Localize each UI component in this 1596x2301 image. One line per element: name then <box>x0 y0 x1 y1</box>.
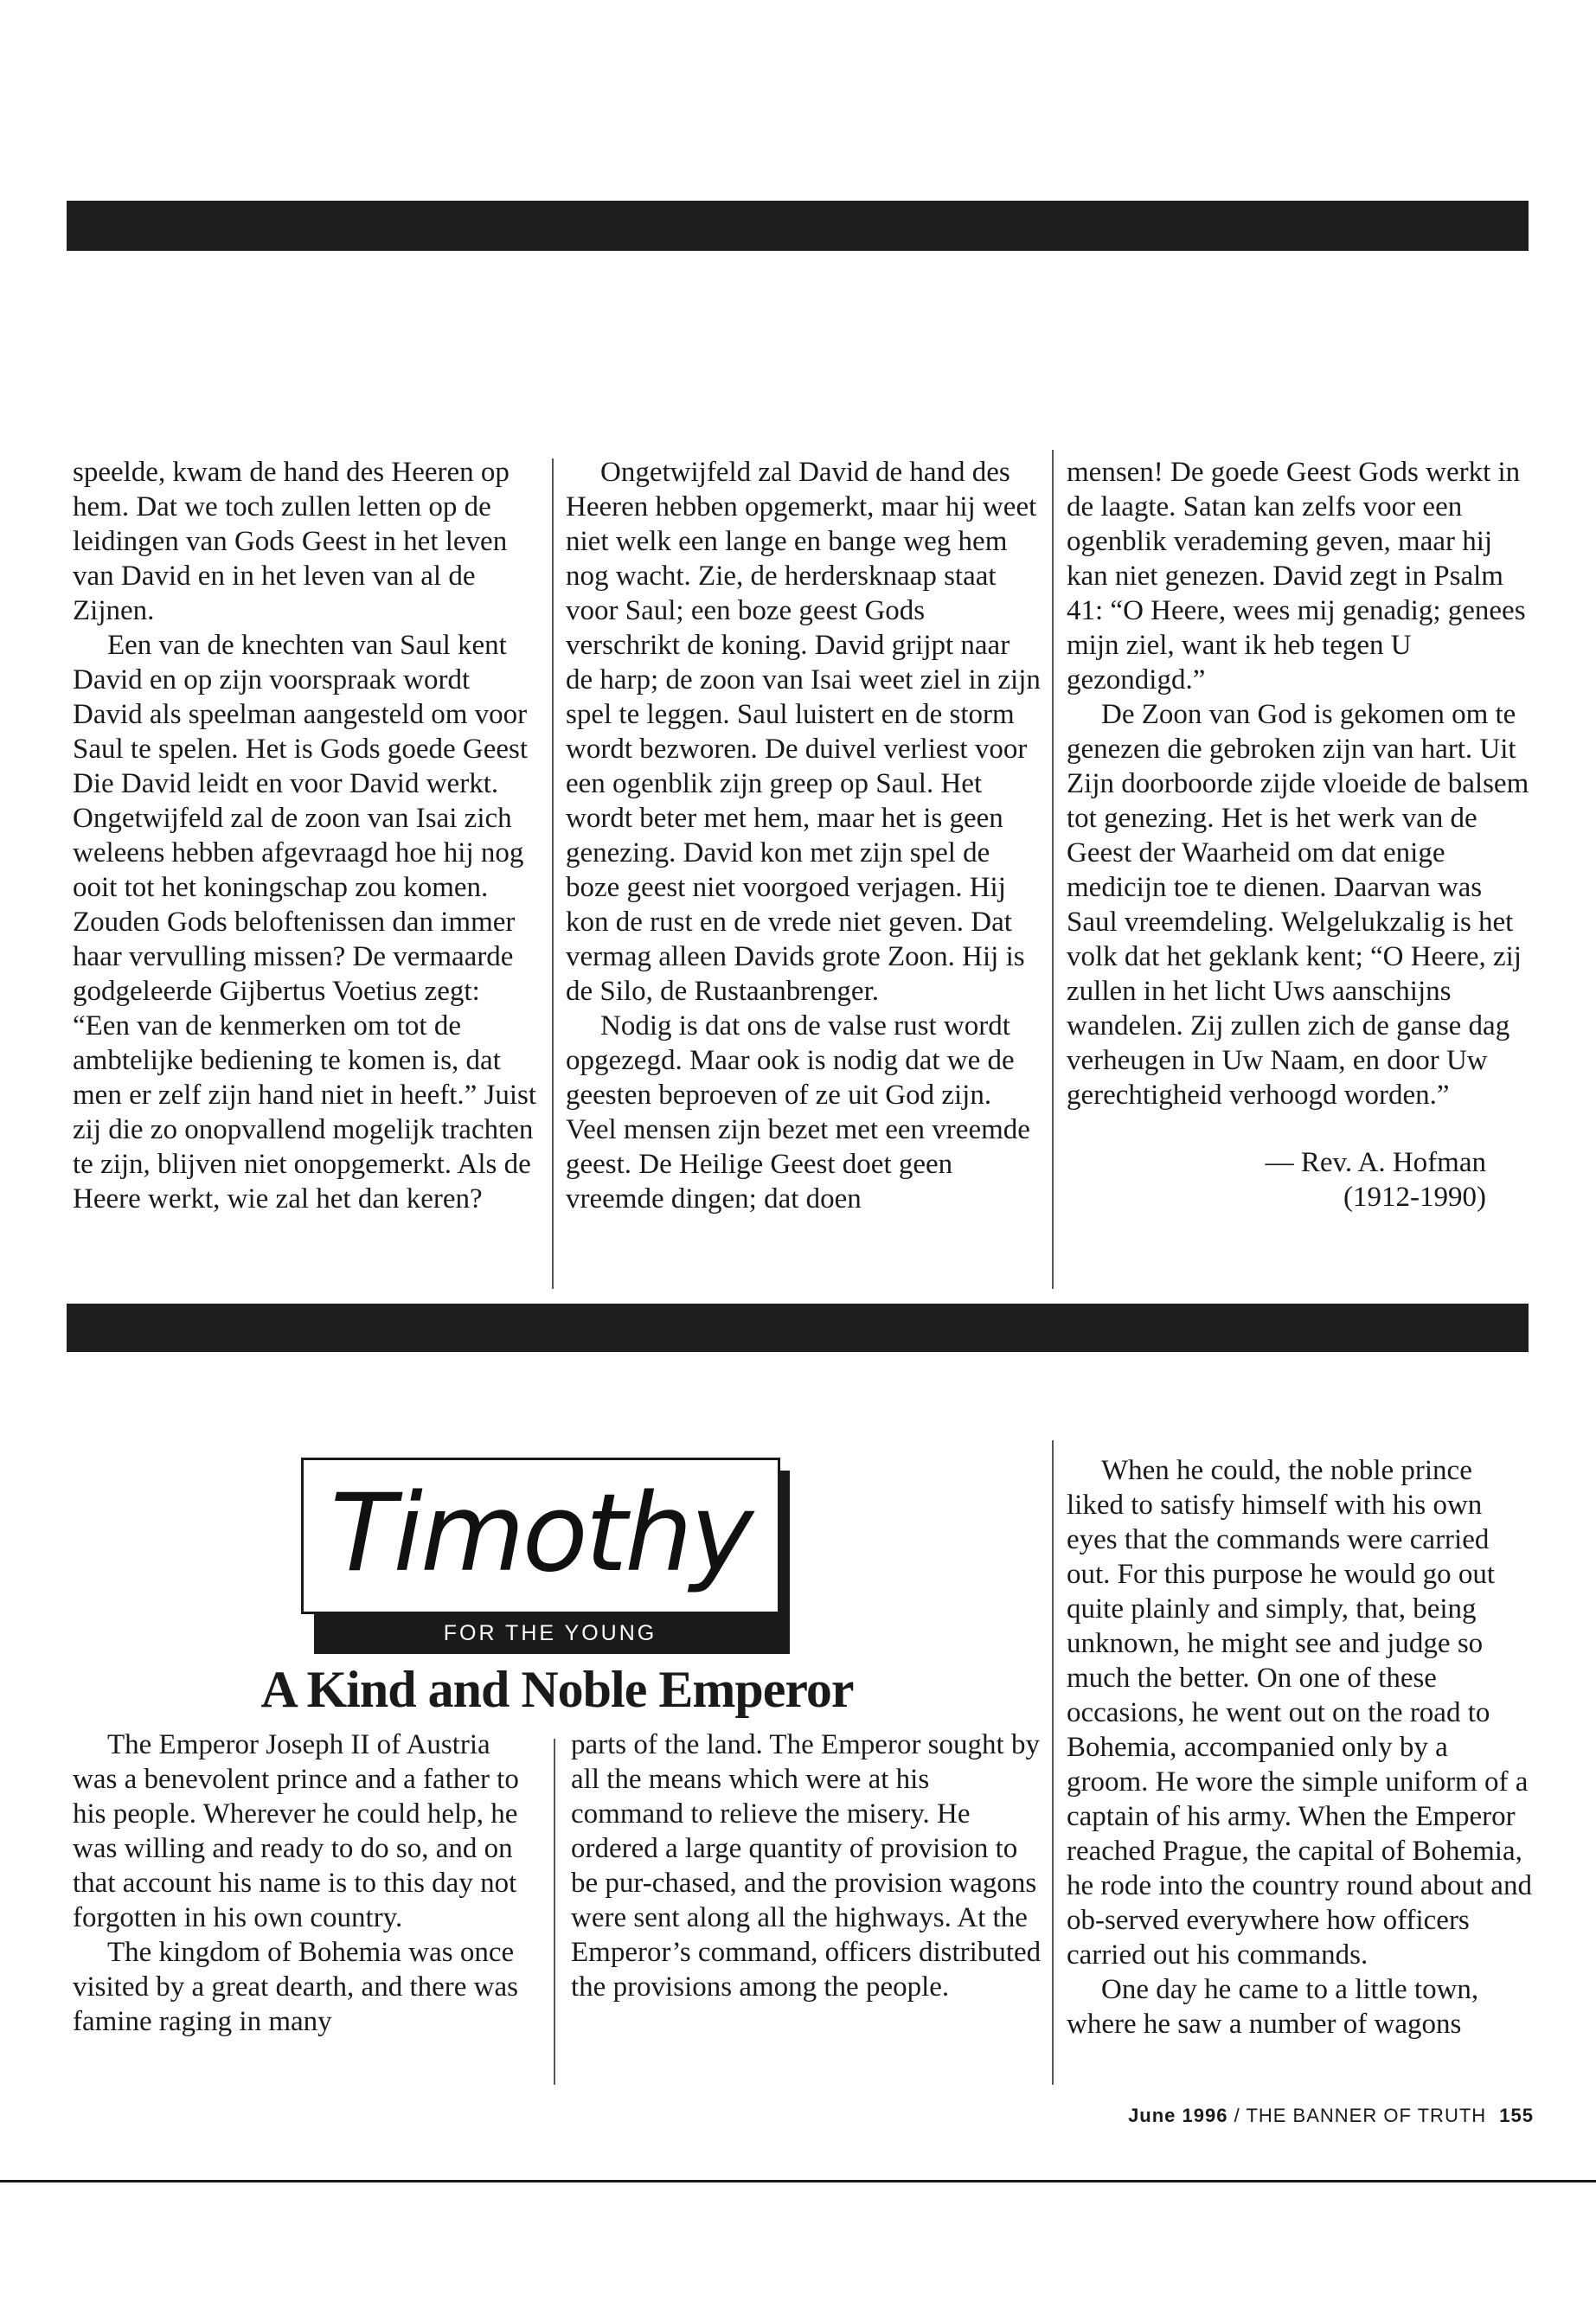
paragraph: De Zoon van God is gekomen om te genezen die gebroken zijn van hart. Uit Zijn doorboorde zijde vloeide de balsem tot genezing. Het is het werk van de Geest der Waarheid om dat enige medicijn toe te dienen. Daarvan was Saul vreemdeling. Welgelukzalig is het volk dat het geklank kent; “O Heere, zij zullen in het licht Uws aanschijns wandelen. Zij zullen zich de ganse dag verheugen in Uw Naam, en door Uw gerechtigheid verhoogd worden.” <box>1067 699 1529 1111</box>
masthead-box <box>301 1458 780 1614</box>
column-divider <box>1052 450 1054 1289</box>
paragraph: The kingdom of Bohemia was once visited by a great dearth, and there was famine raging in many <box>73 1937 518 2037</box>
spacer <box>1067 1112 1534 1145</box>
paragraph: parts of the land. The Emperor sought by all the means which were at his command to relieve the misery. He ordered a large quantity of provision to be pur-chased, and the provision wagons were sent along all the highways. At the Emperor’s command, officers distributed the provisions among the people. <box>571 1729 1042 2003</box>
article-column-3 <box>1067 1453 1534 2041</box>
page-footer <box>1128 2105 1534 2127</box>
article-column-2 <box>571 1727 1048 2004</box>
paragraph: Nodig is dat ons de valse rust wordt opgezegd. Maar ook is nodig dat we de geesten beproeven of ze uit God zijn. Veel mensen zijn bezet met een vreemde geest. De Heilige Geest doet geen vreemde dingen; dat doen <box>566 1010 1030 1215</box>
footer-separator: / <box>1234 2105 1240 2126</box>
column-divider <box>552 458 554 1289</box>
bottom-rule <box>0 2180 1596 2182</box>
paragraph: speelde, kwam de hand des Heeren op hem. Dat we toch zullen letten op de leidingen van Gods Geest in het leven van David en in het leven van al de Zijnen. <box>73 457 510 626</box>
masthead-title: Timothy <box>330 1471 752 1596</box>
dutch-column-2 <box>566 455 1043 1216</box>
page-number: 155 <box>1499 2105 1534 2126</box>
section-dark-band <box>67 1304 1529 1352</box>
masthead-subtitle: FOR THE YOUNG <box>443 1621 657 1645</box>
dutch-column-3 <box>1067 455 1534 1215</box>
paragraph: One day he came to a little town, where he saw a number of wagons <box>1067 1974 1479 2040</box>
top-dark-band <box>67 201 1529 251</box>
issue-date: June 1996 <box>1128 2105 1228 2126</box>
article-column-1 <box>73 1727 540 2039</box>
author-signature: — Rev. A. Hofman <box>1265 1147 1486 1178</box>
paragraph: Ongetwijfeld zal David de hand des Heeren hebben opgemerkt, maar hij weet niet welk een lange en bange weg hem nog wacht. Zie, de herdersknaap staat voor Saul; een boze geest Gods verschrikt de koning. David grijpt naar de harp; de zoon van Isai weet ziel in zijn spel te leggen. Saul luistert en de storm wordt bezworen. De duivel verliest voor een ogenblik zijn greep op Saul. Het wordt beter met hem, maar het is geen genezing. David kon met zijn spel de boze geest niet voorgoed verjagen. Hij kon de rust en de vrede niet geven. Dat vermag alleen Davids grote Zoon. Hij is de Silo, de Rustaanbrenger. <box>566 457 1041 1007</box>
author-dates: (1912-1990) <box>1343 1182 1486 1213</box>
dutch-column-1 <box>73 455 540 1216</box>
paragraph: Een van de knechten van Saul kent David en op zijn voorspraak wordt David als speelman aangesteld om voor Saul te spelen. Het is Gods goede Geest Die David leidt en voor David werkt. Ongetwijfeld zal de zoon van Isai zich weleens hebben afgevraagd hoe hij nog ooit tot het koningschap zou komen. Zouden Gods beloftenissen dan immer haar vervulling missen? De vermaarde godgeleerde Gijbertus Voetius zegt: “Een van de kenmerken om tot de ambtelijke bediening te komen is, dat men er zelf zijn hand niet in heeft.” Juist zij die zo onopvallend mogelijk trachten te zijn, blijven niet onopgemerkt. Als de Heere werkt, wie zal het dan keren? <box>73 630 537 1215</box>
article-headline: A Kind and Noble Emperor <box>260 1661 854 1718</box>
publication-name: THE BANNER OF TRUTH <box>1246 2105 1487 2126</box>
paragraph: The Emperor Joseph II of Austria was a benevolent prince and a father to his people. Wherever he could help, he was willing and ready to do so, and on that account his name is to this day not forgotten in his own country. <box>73 1729 519 1933</box>
column-divider <box>554 1739 555 2085</box>
column-divider <box>1052 1440 1054 2085</box>
paragraph: mensen! De goede Geest Gods werkt in de laagte. Satan kan zelfs voor een ogenblik verademing geven, maar hij kan niet genezen. David zegt in Psalm 41: “O Heere, wees mij genadig; genees mijn ziel, want ik heb tegen U gezondigd.” <box>1067 457 1526 695</box>
paragraph: When he could, the noble prince liked to satisfy himself with his own eyes that the commands were carried out. For this purpose he would go out quite plainly and simply, that, being unknown, he might see and judge so much the better. On one of these occasions, he went out on the road to Bohemia, accompanied only by a groom. He wore the simple uniform of a captain of his army. When the Emperor reached Prague, the capital of Bohemia, he rode into the country round about and ob-served everywhere how officers carried out his commands. <box>1067 1455 1532 1971</box>
